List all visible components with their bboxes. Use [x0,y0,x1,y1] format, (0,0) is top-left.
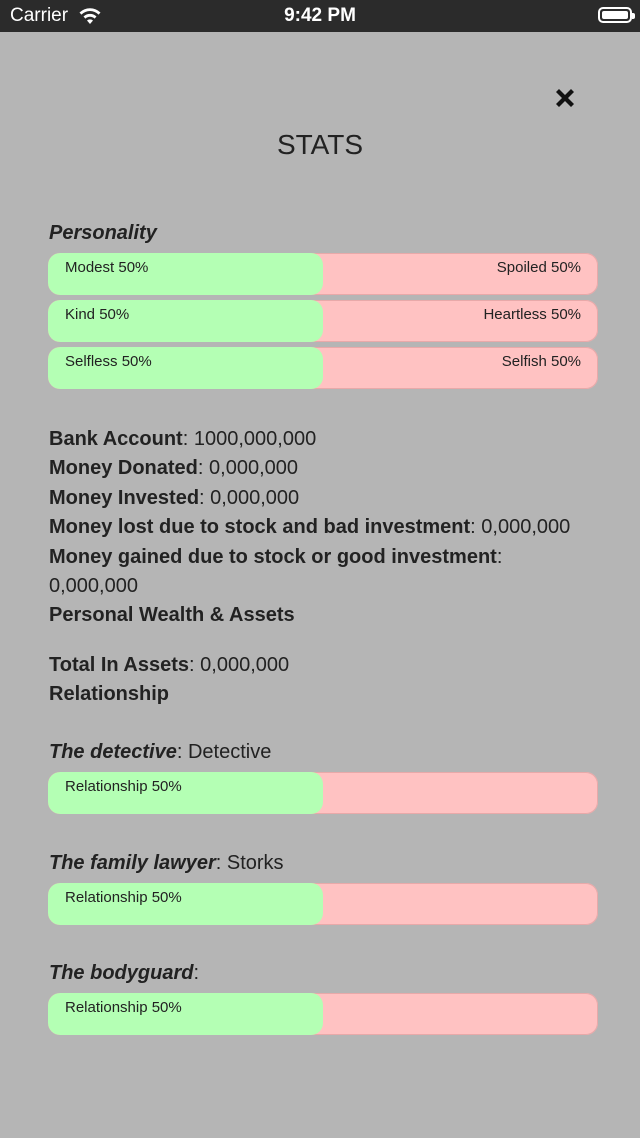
money-invested-line: Money Invested: 0,000,000 [49,487,300,509]
money-donated-line: Money Donated: 0,000,000 [49,457,299,479]
money-invested-label: Money Invested [49,487,200,509]
bar-left-label: Selfless 50% [65,353,152,370]
money-lost-label: Money lost due to stock and bad investment [49,516,471,538]
bank-account-line: Bank Account: 1000,000,000 [49,428,317,450]
bank-account-label: Bank Account [49,428,183,450]
money-lost-value: 0,000,000 [481,516,571,538]
bar-left-label: Relationship 50% [65,889,182,906]
relationship-bar-bodyguard [48,993,598,1035]
personality-bar-modest [48,253,598,295]
bar-right-label: Selfish 50% [501,353,581,370]
money-gained-label: Money gained due to stock or good investment [49,546,497,568]
personality-bar-kind [48,300,598,342]
total-assets-line: Total In Assets: 0,000,000 [49,654,290,676]
relationship-role: The detective [49,741,177,763]
money-gained-value: 0,000,000 [49,575,138,597]
personality-heading: Personality [49,222,157,244]
wealth-heading [49,604,295,627]
bar-left-label: Modest 50% [65,259,149,276]
money-lost-line: Money lost due to stock and bad investment: 0,000,000 [49,516,571,538]
bar-right-label: Spoiled 50% [496,259,581,276]
relationship-name: Detective [187,741,272,763]
page-title: STATS [276,129,364,160]
relationship-role: The family lawyer [49,852,216,874]
relationship-heading [49,683,169,706]
relationship-detective: The detective: Detective [49,741,272,763]
relationship-bar-detective [48,772,598,814]
total-assets-value: 0,000,000 [200,654,290,676]
bar-left-label: Relationship 50% [65,999,182,1016]
relationship-bodyguard: The bodyguard: [49,962,200,984]
status-bar [0,0,640,32]
clock: 9:42 PM [284,5,356,26]
bar-left-label: Relationship 50% [65,778,182,795]
wealth-heading-label: Personal Wealth & Assets [49,604,295,626]
bar-left-label: Kind 50% [65,306,130,323]
close-icon [550,83,580,113]
battery-icon [598,7,632,23]
money-donated-label: Money Donated [49,457,198,479]
close-button[interactable] [550,83,580,113]
carrier-label: Carrier [10,5,69,26]
relationship-name: Storks [226,852,284,874]
total-assets-label: Total In Assets [49,654,190,676]
relationship-role: The bodyguard [49,962,194,984]
money-gained-line: Money gained due to stock or good investment: [49,546,503,568]
bank-account-value: 1000,000,000 [193,428,317,450]
relationship-family-lawyer: The family lawyer: Storks [49,852,284,874]
money-invested-value: 0,000,000 [210,487,300,509]
relationship-bar-family-lawyer [48,883,598,925]
personality-bar-selfless [48,347,598,389]
bar-right-label: Heartless 50% [483,306,581,323]
money-donated-value: 0,000,000 [209,457,299,479]
relationship-heading-label: Relationship [49,683,170,705]
